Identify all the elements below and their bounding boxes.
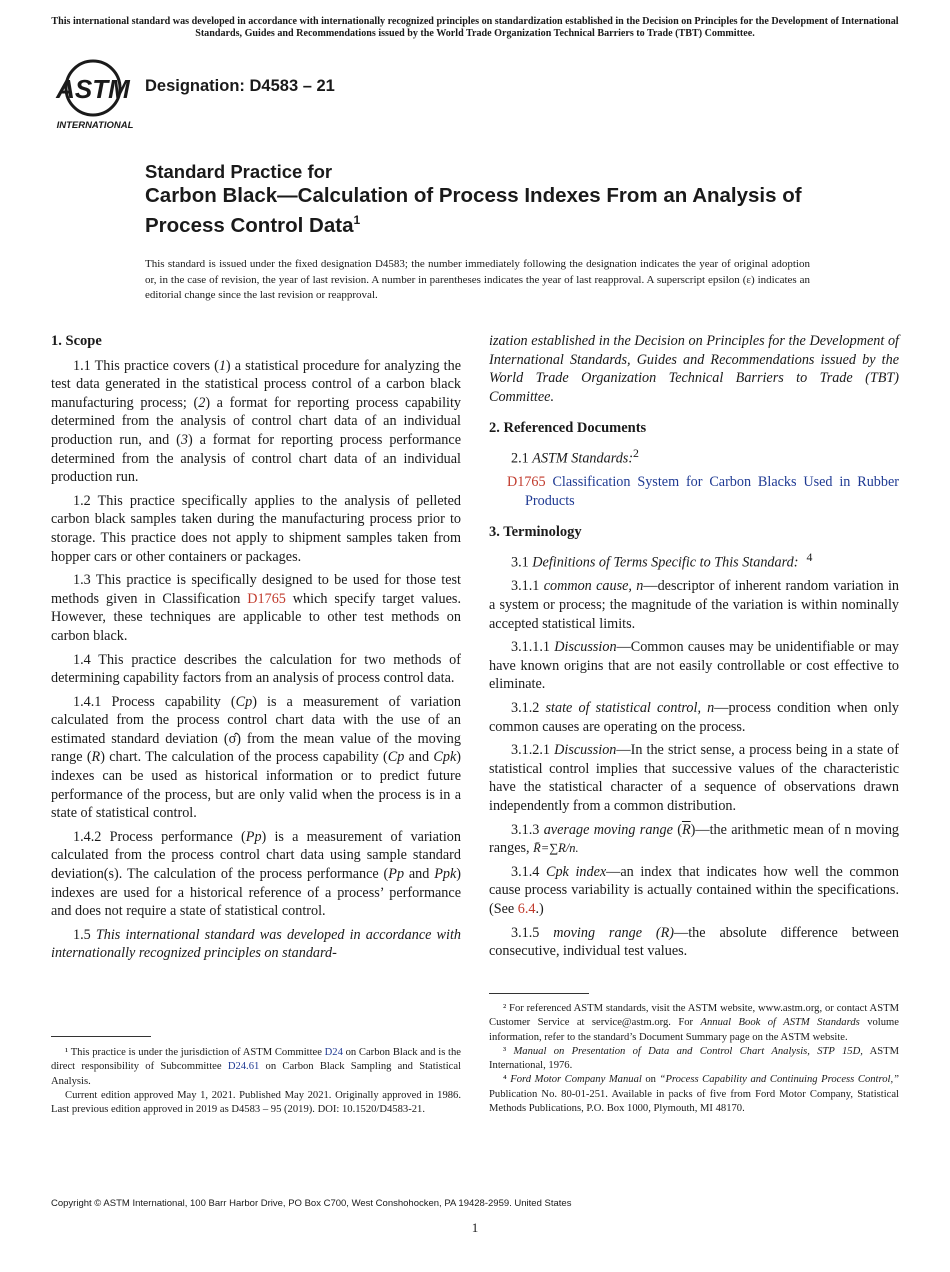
- p21-num: 2.1: [511, 450, 533, 467]
- fn3-text-a: ³: [503, 1045, 514, 1057]
- paragraph-1-4: 1.4 This practice describes the calculation for two methods of determining capability factors from an analysis of process control data.: [51, 651, 461, 687]
- paragraph-1-4-1: 1.4.1 Process capability (Cp) is a measurement of variation calculated from the process control chart data with the use of an estimated standard deviation (σ̂) from the mean value of the moving range (R) chart. The calculation of the process capability (Cp and Cpk) indexes can be used as historical information or to predict future performance of the process, but are only valid when the process is in a state of statistical control.: [51, 693, 461, 822]
- p15-text: This international standard was developed in accordance with internationally recognized principles on standard-: [51, 926, 461, 962]
- footnote-1-current-edition: Current edition approved May 1, 2021. Published May 2021. Originally approved in 1986. Last previous edition approved in 2019 as D4583 – 95 (2019). DOI: 10.1520/D4583-21.: [51, 1089, 461, 1116]
- footnotes-right: [489, 1002, 899, 1116]
- logo-subtext: INTERNATIONAL: [56, 120, 134, 131]
- paragraph-3-1-2-1: [489, 741, 899, 815]
- footnotes-left: [51, 1046, 461, 1117]
- fn4-text-c: Publication No. 80-01-251. Available in packs of five from Ford Motor Company, Statistical Methods Publications, P.O. Box 1000, Plymouth, MI 48170.: [489, 1088, 899, 1115]
- fn1-text-c: on Carbon Black Sampling and Statistical Analysis.: [51, 1061, 461, 1087]
- p313-text: —the arithmetic mean of n moving ranges,: [489, 821, 900, 857]
- logo-letters: ASTM: [56, 74, 130, 104]
- footnote-4: [489, 1073, 899, 1116]
- paragraph-3-1-2: [489, 699, 899, 736]
- p315-term: moving range (R): [553, 924, 675, 941]
- p3111-text: —Common causes may be unidentifiable or may have known origins that are not easily controllable or cost effective to eliminate.: [489, 639, 900, 693]
- p13-text-b: which specify target values. However, these techniques are applicable to other test methods on carbon black.: [51, 590, 461, 644]
- p314-term: Cpk index: [545, 863, 607, 880]
- paragraph-3-1-1: [489, 577, 899, 633]
- p312-term: state of statistical control, n: [545, 699, 715, 716]
- p313-term: average moving range: [543, 821, 673, 838]
- fn4-italic-2: “Process Capability and Continuing Process Control,”: [659, 1074, 899, 1086]
- p313-num: 3.1.3: [511, 821, 544, 838]
- left-column: [51, 332, 461, 968]
- footnote-3: [489, 1045, 899, 1074]
- title-footnote-mark: 1: [353, 213, 361, 227]
- p3121-num: 3.1.2.1: [511, 742, 555, 759]
- section-heading-referenced: 2. Referenced Documents: [489, 420, 647, 437]
- link-d24[interactable]: D24: [324, 1047, 343, 1058]
- p31-num: 3.1: [511, 554, 533, 571]
- paragraph-3-1-1-1: [489, 638, 899, 694]
- p3121-term: Discussion: [554, 742, 617, 759]
- paragraph-3-1: [489, 548, 899, 572]
- top-note: This international standard was developed in accordance with internationally recognized principles on standardization established in the Decision on Principles for the Development of International Standards, Guides and Recommendations issued by the World Trade Organization Technical Barriers to Trade (TBT) Committee.: [51, 16, 899, 39]
- right-column: [489, 332, 899, 966]
- p311-text: —descriptor of inherent random variation in a system or process; the magnitude of the variation is within nominally accepted statistical limits.: [489, 578, 900, 632]
- fn4-text-a: ⁴: [503, 1074, 511, 1086]
- copyright: Copyright © ASTM International, 100 Barr Harbor Drive, PO Box C700, West Conshohocken, PA 19428-2959. United States: [51, 1198, 572, 1209]
- p313-symbol: $\overline{R}$: [681, 821, 691, 838]
- p314-text-b: .): [535, 900, 544, 917]
- fn4-italic: Ford Motor Company Manual: [510, 1074, 642, 1086]
- designation: Designation: D4583 – 21: [145, 77, 335, 95]
- p314-text-a: —an index that indicates how well the common cause process variability is actually contained within the specifications. (See: [489, 863, 900, 917]
- paragraph-1-3: [51, 571, 461, 645]
- p21-sup: 2: [633, 445, 639, 460]
- p13-text-a: 1.3 This practice is specifically designed to be used for those test methods given in Classification: [51, 572, 461, 607]
- footnote-1: [51, 1046, 461, 1089]
- paragraph-2-1: [489, 444, 899, 468]
- p315-text: —the absolute difference between consecutive, individual test values.: [489, 924, 899, 960]
- p312-text: —process condition when only common causes are operating on the process.: [489, 699, 900, 735]
- fn2-italic: Annual Book of ASTM Standards: [700, 1017, 860, 1029]
- fn3-italic: Manual on Presentation of Data and Control Chart Analysis, STP 15D,: [513, 1045, 863, 1057]
- paragraph-3-1-3: [489, 821, 899, 858]
- p313-symbol-wrap: $(\overline{R})$: [677, 821, 696, 838]
- paragraph-1-4-2: 1.4.2 Process performance (Pp) is a measurement of variation calculated from the process control chart data using sample standard deviation(s). The calculation of the process performance (Pp and Ppk) indexes are used for a historical reference of a process’ performance and does not require a state of statistical control.: [51, 828, 461, 920]
- issued-note: This standard is issued under the fixed designation D4583; the number immediately following the designation indicates the year of original adoption or, in the case of revision, the year of last revision. A number in parentheses indicates the year of last reapproval. A superscript epsilon (ε) indicates an editorial change since the last revision or reapproval.: [145, 258, 810, 301]
- p31-sup: 4: [806, 550, 813, 565]
- p314-num: 3.1.4: [511, 863, 546, 880]
- p311-num: 3.1.1: [511, 578, 544, 595]
- p21-text: ASTM Standards:: [532, 450, 634, 467]
- document-title: [145, 160, 885, 238]
- p311-term: common cause, n: [543, 578, 644, 595]
- title-line-1: Standard Practice for: [145, 161, 333, 182]
- p315-num: 3.1.5: [511, 924, 554, 941]
- footnote-2: [489, 1002, 899, 1045]
- p3111-num: 3.1.1.1: [511, 639, 555, 656]
- p312-num: 3.1.2: [511, 699, 546, 716]
- paragraph-1-1: 1.1 This practice covers (1) a statistical procedure for analyzing the test data generated in the statistical process control of a carbon black manufacturing process; (2) a format for reporting process capability determined from the analysis of control chart data of an individual production run, and (3) a format for reporting process performance determined from the analysis of control chart data of an individual production run.: [51, 357, 461, 486]
- paragraph-3-1-5: [489, 924, 899, 961]
- p15-num: 1.5: [73, 926, 96, 943]
- title-main: Carbon Black—Calculation of Process Indexes From an Analysis of Process Control Data: [145, 184, 802, 237]
- p15-cont-text: ization established in the Decision on Principles for the Development of International Standards, Guides and Recommendations issued by the World Trade Organization Technical Barriers to Trade (TBT) Committee.: [489, 333, 899, 405]
- link-6-4[interactable]: 6.4: [517, 900, 536, 917]
- page-number: 1: [471, 1220, 479, 1235]
- reference-d1765: [507, 473, 899, 510]
- paragraph-1-5: [51, 926, 461, 963]
- link-d24-61[interactable]: D24.61: [227, 1061, 260, 1073]
- fn4-text-b: on: [641, 1074, 660, 1086]
- astm-logo: [55, 58, 135, 132]
- ref-link-d1765[interactable]: D1765: [507, 474, 546, 491]
- paragraph-1-2: 1.2 This practice specifically applies to the analysis of pelleted carbon black samples taken during the manufacturing process prior to storage. This practice does not apply to shipment samples taken from hopper cars or other containers or packages.: [51, 492, 461, 565]
- footnote-rule-left: [51, 1036, 151, 1037]
- fn3-text-b: ASTM International, 1976.: [489, 1045, 900, 1072]
- astm-logo-icon: [55, 58, 135, 132]
- paragraph-1-5-continued: [489, 332, 899, 406]
- p31-text: Definitions of Terms Specific to This Standard:: [532, 554, 799, 571]
- section-heading-terminology: 3. Terminology: [489, 524, 582, 541]
- section-heading-scope: 1. Scope: [51, 333, 102, 349]
- fn2-text-a: ² For referenced ASTM standards, visit the ASTM website, www.astm.org, or contact ASTM Customer Service at service@astm.org. For: [489, 1003, 899, 1029]
- p3111-term: Discussion: [554, 639, 617, 656]
- fn1-text-b: on Carbon Black and is the direct responsibility of Subcommittee: [51, 1047, 461, 1073]
- ref-title-d1765[interactable]: Classification System for Carbon Blacks Used in Rubber Products: [525, 474, 899, 509]
- link-d1765[interactable]: D1765: [247, 590, 286, 607]
- footnote-rule-right: [489, 993, 589, 994]
- fn1-text-a: ¹ This practice is under the jurisdiction of ASTM Committee: [65, 1047, 325, 1058]
- p313-formula: R̄=∑R/n.: [533, 841, 579, 856]
- p3121-text: —In the strict sense, a process being in a state of statistical control implies that successive values of the characteristic have the statistical character of a sequence of observations drawn independently from a common distribution.: [489, 742, 899, 814]
- paragraph-3-1-4: [489, 863, 899, 919]
- fn2-text-b: volume information, refer to the standard’s Document Summary page on the ASTM website.: [489, 1017, 899, 1043]
- title-line-2: [145, 184, 885, 238]
